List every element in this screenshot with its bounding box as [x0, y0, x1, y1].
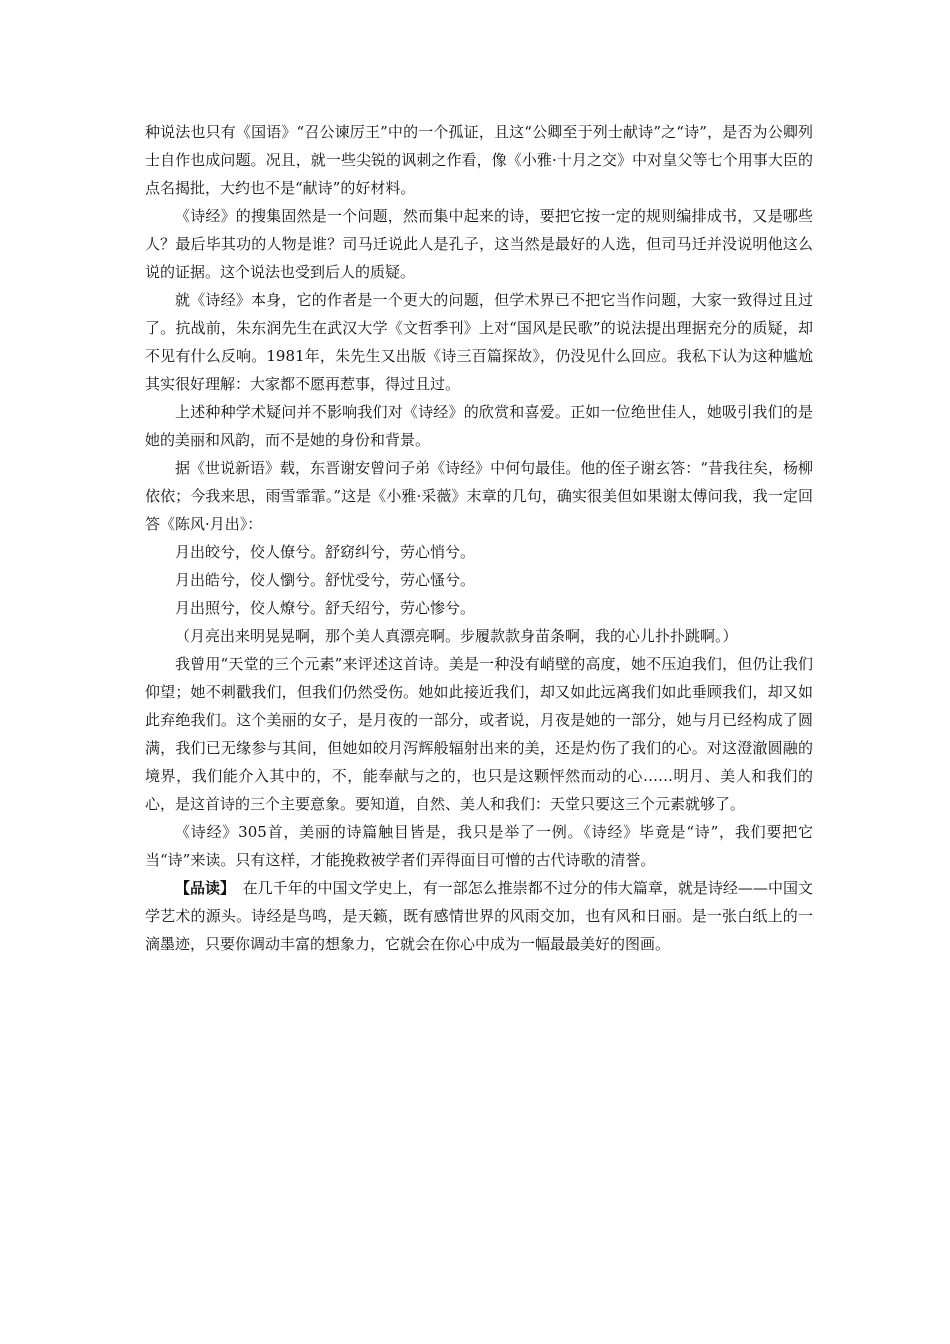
paragraph-3: 就《诗经》本身，它的作者是一个更大的问题，但学术界已不把它当作问题，大家一致得过且过了。抗战前，朱东润先生在武汉大学《文哲季刊》上对“国风是民歌”的说法提出理据充分的质疑，却不见有什么反响。1981年，朱先生又出版《诗三百篇探故》，仍没见什么回应。我私下认为这种尴尬其实很好理解：大家都不愿再惹事，得过且过。	[145, 291, 813, 393]
poem-line-1: 月出皎兮，佼人僚兮。舒窈纠兮，劳心悄兮。	[175, 543, 476, 561]
commentary-text: 在几千年的中国文学史上，有一部怎么推崇都不过分的伟大篇章，就是诗经——中国文学艺术的源头。诗经是鸟鸣，是天籁，既有感情世界的风雨交加，也有风和日丽。是一张白纸上的一滴墨迹，只要你调动丰富的想象力，它就会在你心中成为一幅最最美好的图画。	[145, 879, 813, 953]
paragraph-4: 上述种种学术疑问并不影响我们对《诗经》的欣赏和喜爱。正如一位绝世佳人，她吸引我们的是她的美丽和风韵，而不是她的身份和背景。	[145, 403, 813, 449]
poem-line-2: 月出皓兮，佼人懰兮。舒忧受兮，劳心慅兮。	[175, 571, 476, 589]
commentary-label: 【品读】	[175, 879, 228, 897]
paragraph-5: 据《世说新语》载，东晋谢安曾问子弟《诗经》中何句最佳。他的侄子谢玄答：“昔我往矣，杨柳依依；今我来思，雨雪霏霏。”这是《小雅·采薇》末章的几句，确实很美但如果谢太傅问我，我一定回答《陈风·月出》：	[145, 459, 813, 533]
paragraph-2: 《诗经》的搜集固然是一个问题，然而集中起来的诗，要把它按一定的规则编排成书，又是哪些人？最后毕其功的人物是谁？司马迁说此人是孔子，这当然是最好的人选，但司马迁并没说明他这么说的证据。这个说法也受到后人的质疑。	[145, 207, 813, 281]
paragraph-6: 我曾用“天堂的三个元素”来评述这首诗。美是一种没有峭壁的高度，她不压迫我们，但仍让我们仰望；她不刺戳我们，但我们仍然受伤。她如此接近我们，却又如此远离我们如此垂顾我们，却又如此弃绝我们。这个美丽的女子，是月夜的一部分，或者说，月夜是她的一部分，她与月已经构成了圆满，我们已无缘参与其间，但她如皎月泻辉般辐射出来的美，还是灼伤了我们的心。对这澄澈圆融的境界，我们能介入其中的，不，能奉献与之的，也只是这颗怦然而动的心……明月、美人和我们的心，是这首诗的三个主要意象。要知道，自然、美人和我们：天堂只要这三个元素就够了。	[145, 655, 813, 813]
paragraph-1: 种说法也只有《国语》“召公谏厉王”中的一个孤证，且这“公卿至于列士献诗”之“诗”，是否为公卿列士自作也成问题。况且，就一些尖锐的讽刺之作看，像《小雅·十月之交》中对皇父等七个用事大臣的点名揭批，大约也不是“献诗”的好材料。	[145, 123, 813, 197]
commentary-paragraph	[145, 874, 813, 958]
poem-line-3: 月出照兮，佼人燎兮。舒夭绍兮，劳心惨兮。	[175, 599, 476, 617]
paragraph-7: 《诗经》305首，美丽的诗篇触目皆是，我只是举了一例。《诗经》毕竟是“诗”，我们要把它当“诗”来读。只有这样，才能挽救被学者们弄得面目可憎的古代诗歌的清誉。	[145, 823, 813, 869]
poem-translation: （月亮出来明晃晃啊，那个美人真漂亮啊。步履款款身苗条啊，我的心儿扑扑跳啊。）	[175, 627, 738, 645]
document-body	[145, 118, 813, 958]
